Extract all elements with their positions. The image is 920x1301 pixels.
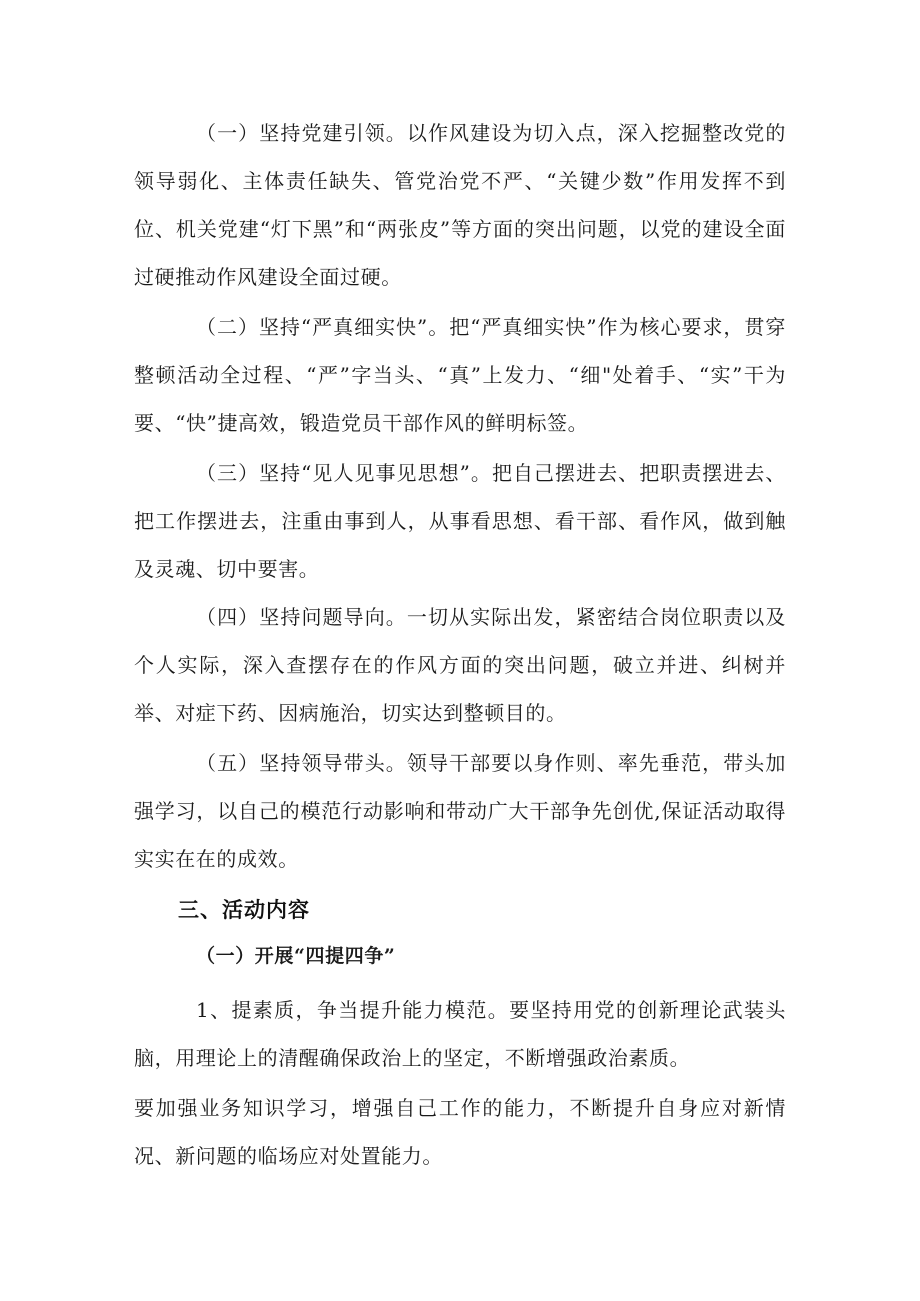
principle-paragraph-5: （五）坚持领导带头。领导干部要以身作则、率先垂范，带头加强学习，以自己的模范行动影响和带动广大干部争先创优,保证活动取得实实在在的成效。 — [134, 751, 786, 871]
principle-paragraph-4: （四）坚持问题导向。一切从实际出发，紧密结合岗位职责以及个人实际，深入查摆存在的作风方面的突出问题，破立并进、纠树并举、对症下药、因病施治，切实达到整顿目的。 — [134, 605, 786, 725]
principle-paragraph-2: （二）坚持“严真细实快”。把“严真细实快”作为核心要求，贯穿整顿活动全过程、“严”字当头、“真”上发力、“细"处着手、“实”干为要、“快”捷高效，锻造党员干部作风的鲜明标签。 — [134, 315, 786, 435]
principle-paragraph-3: （三）坚持“见人见事见思想”。把自己摆进去、把职责摆进去、把工作摆进去，注重由事到人，从事看思想、看干部、看作风，做到触及灵魂、切中要害。 — [134, 461, 786, 581]
principle-paragraph-1: （一）坚持党建引领。以作风建设为切入点，深入挖掘整改党的领导弱化、主体责任缺失、管党治党不严、“关键少数”作用发挥不到位、机关党建“灯下黑”和“两张皮”等方面的突出问题，以党的建设全面过硬推动作风建设全面过硬。 — [134, 121, 786, 289]
section-heading: 三、活动内容 — [178, 898, 310, 922]
content-item-1: 1、提素质，争当提升能力模范。要坚持用党的创新理论武装头脑，用理论上的清醒确保政治上的坚定，不断增强政治素质。 — [134, 998, 786, 1070]
content-item-1-continuation: 要加强业务知识学习，增强自己工作的能力，不断提升自身应对新情况、新问题的临场应对处置能力。 — [134, 1096, 786, 1168]
subsection-heading: （一）开展“四提四争” — [196, 945, 396, 967]
